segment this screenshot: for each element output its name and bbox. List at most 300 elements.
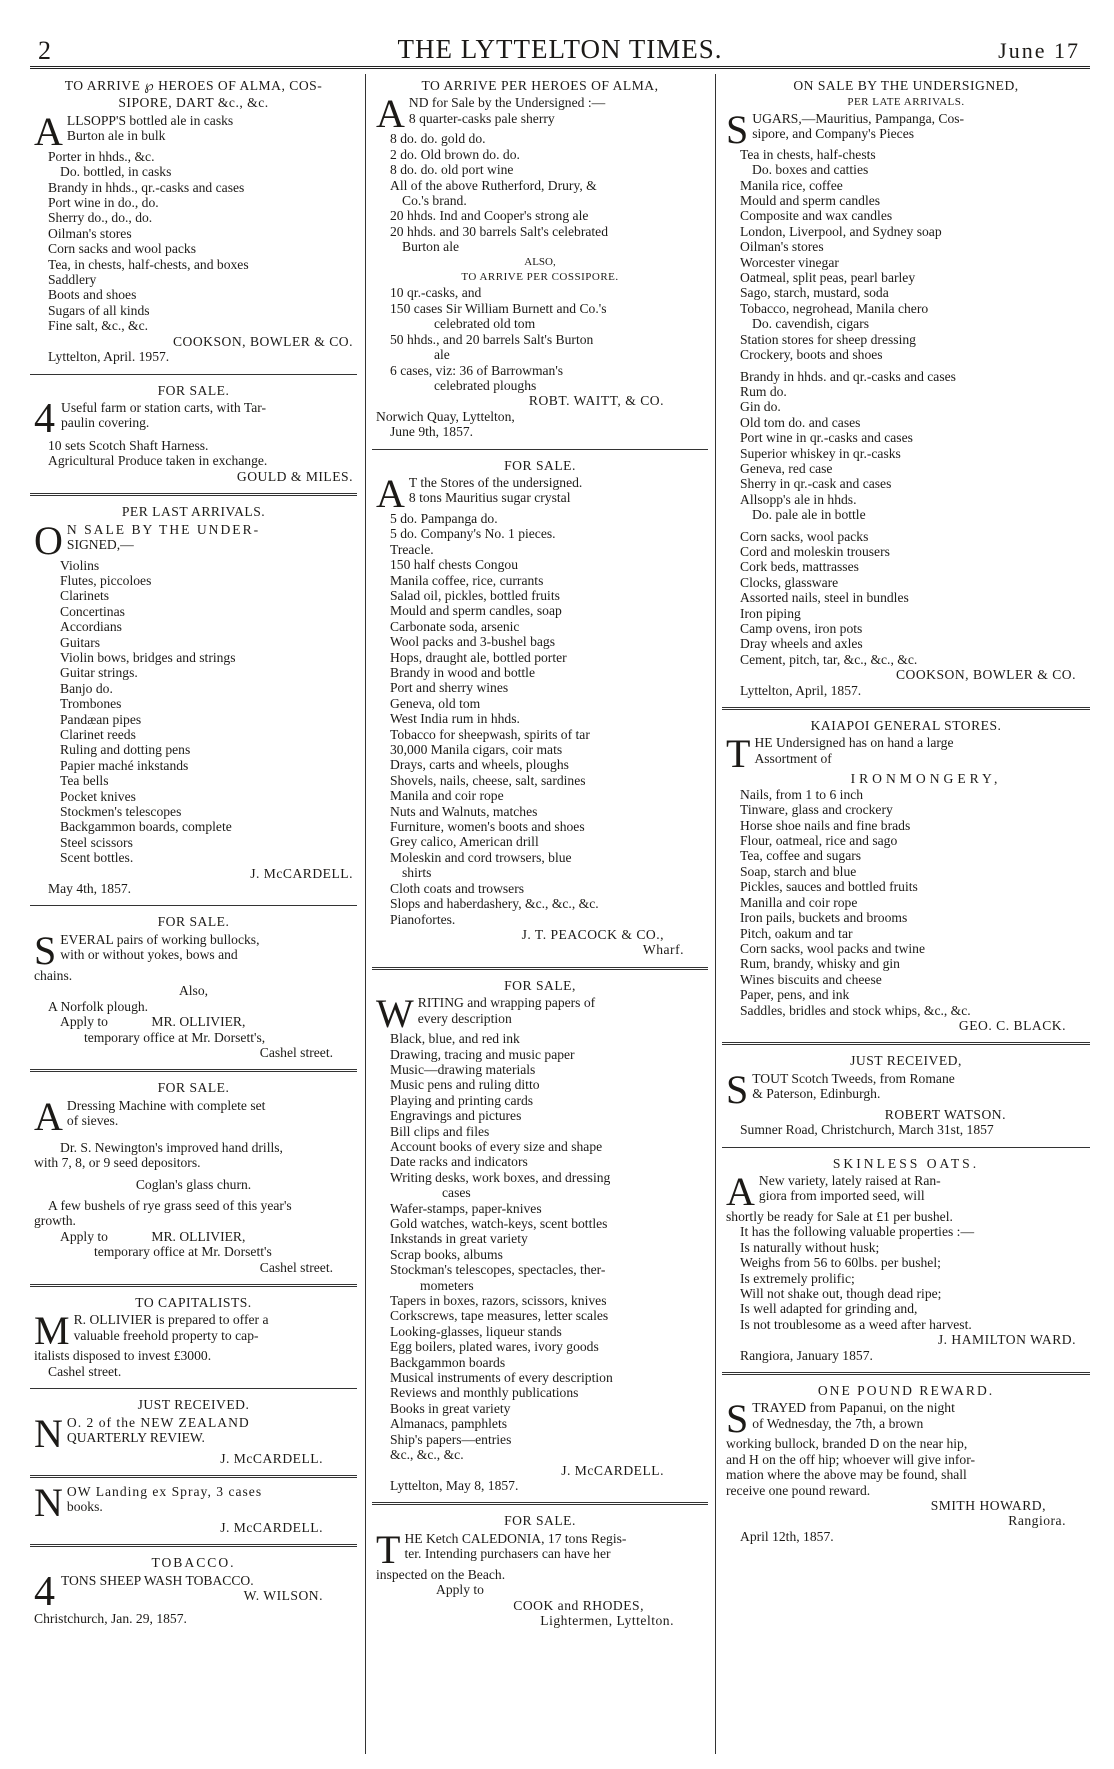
list-item: Looking-glasses, liqueur stands bbox=[390, 1323, 562, 1339]
ad-line: HE Ketch CALEDONIA, 17 tons Regis- bbox=[404, 1530, 627, 1546]
ad-apply bbox=[34, 1014, 353, 1029]
ad-line: Brandy in hhds., qr.-casks and cases bbox=[48, 179, 245, 195]
list-item: Scent bottles. bbox=[60, 850, 134, 866]
ad-line: HE Undersigned has on hand a large bbox=[754, 735, 954, 751]
ad-line: Burton ale in bulk bbox=[66, 128, 166, 144]
drop-cap: S bbox=[726, 106, 749, 152]
list-item: Geneva, old tom bbox=[390, 695, 481, 711]
ad-separator bbox=[722, 707, 1090, 710]
list-item: Carbonate soda, arsenic bbox=[390, 618, 520, 634]
list-item: Gin do. bbox=[740, 399, 781, 415]
ad-line: with or without yokes, bows and bbox=[60, 947, 238, 963]
ad-line: Coglan's glass churn. bbox=[135, 1176, 252, 1192]
drop-cap: O bbox=[34, 517, 63, 563]
list-item: Cloth coats and trowsers bbox=[390, 880, 525, 896]
column-1 bbox=[30, 74, 357, 1754]
ad-ketch-caledonia bbox=[372, 1509, 708, 1632]
ad-heroes-of-alma-cookson bbox=[30, 74, 357, 369]
ad-line: TOUT Scotch Tweeds, from Romane bbox=[752, 1070, 955, 1086]
ad-separator bbox=[30, 1284, 357, 1287]
ad-signature: GEO. C. BLACK. bbox=[958, 1017, 1066, 1033]
ad-farm-carts bbox=[30, 379, 357, 489]
ad-signature: ROBERT WATSON. bbox=[884, 1106, 1006, 1122]
ad-separator bbox=[722, 1147, 1090, 1148]
ad-signature: ROBT. WAITT, & CO. bbox=[528, 393, 664, 409]
list-item: Backgammon boards bbox=[390, 1354, 506, 1370]
ad-line: UGARS,—Mauritius, Pampanga, Cos- bbox=[752, 110, 965, 126]
ad-line: Cashel street. bbox=[259, 1044, 333, 1060]
ad-line: shortly be ready for Sale at £1 per bushel. bbox=[726, 1208, 953, 1224]
ad-line: chains. bbox=[34, 967, 73, 983]
list-item: Ruling and dotting pens bbox=[60, 742, 191, 758]
ad-dateline: Norwich Quay, Lyttelton, bbox=[376, 408, 515, 424]
list-item: West India rum in hhds. bbox=[390, 711, 520, 727]
ad-separator bbox=[722, 1042, 1090, 1045]
list-item: shirts bbox=[402, 865, 432, 881]
columns bbox=[30, 74, 1090, 1754]
ad-line: & Paterson, Edinburgh. bbox=[752, 1086, 881, 1102]
apply-name: COOK and RHODES, bbox=[513, 1597, 644, 1613]
list-item: Iron pails, buckets and brooms bbox=[740, 910, 908, 926]
list-item: Horse shoe nails and fine brads bbox=[740, 817, 911, 833]
column-3 bbox=[722, 74, 1090, 1754]
ad-line: Boots and shoes bbox=[48, 287, 137, 303]
ad-separator bbox=[722, 1372, 1090, 1375]
list-item: Steel scissors bbox=[60, 834, 133, 850]
list-item: Saddles, bridles and stock whips, &c., &c. bbox=[740, 1002, 971, 1018]
list-item: Nuts and Walnuts, matches bbox=[390, 803, 538, 819]
list-item: Papier maché inkstands bbox=[60, 757, 189, 773]
ad-separator bbox=[372, 967, 708, 970]
newspaper-page bbox=[30, 30, 1090, 1760]
drop-cap: A bbox=[376, 470, 405, 516]
list-item: Manila coffee, rice, currants bbox=[390, 572, 544, 588]
list-item: Tinware, glass and crockery bbox=[740, 802, 893, 818]
list-item: Violins bbox=[60, 557, 100, 573]
ad-line: TRAYED from Papanui, on the night bbox=[752, 1400, 955, 1416]
ad-line: Co.'s brand. bbox=[402, 193, 467, 209]
ad-line: celebrated ploughs bbox=[434, 377, 537, 393]
list-item: Manilla and coir rope bbox=[740, 894, 858, 910]
list-item: Pitch, oakum and tar bbox=[740, 925, 853, 941]
ad-apply bbox=[34, 1229, 353, 1244]
ad-dateline: Rangiora, January 1857. bbox=[740, 1347, 873, 1363]
ad-line: 5 do. Company's No. 1 pieces. bbox=[390, 526, 556, 542]
ad-line: ter. Intending purchasers can have her bbox=[404, 1546, 611, 1562]
list-item: Brandy in hhds. and qr.-casks and cases bbox=[740, 368, 956, 384]
list-item: Worcester vinegar bbox=[740, 254, 839, 270]
ad-line: inspected on the Beach. bbox=[376, 1566, 506, 1582]
ad-signature: COOKSON, BOWLER & CO. bbox=[895, 667, 1076, 683]
list-item: Crockery, boots and shoes bbox=[740, 347, 883, 363]
ad-signature: J. McCARDELL. bbox=[220, 1520, 323, 1535]
list-item: Drawing, tracing and music paper bbox=[390, 1046, 575, 1062]
list-item: Tobacco for sheepwash, spirits of tar bbox=[390, 726, 590, 742]
list-item: Guitar strings. bbox=[60, 665, 138, 681]
list-item: Wafer-stamps, paper-knives bbox=[390, 1200, 542, 1216]
list-item: Salad oil, pickles, bottled fruits bbox=[390, 587, 560, 603]
list-item: 30,000 Manila cigars, coir mats bbox=[390, 742, 563, 758]
masthead bbox=[30, 30, 1090, 69]
drop-cap: N bbox=[34, 1410, 63, 1456]
ad-also: Also, bbox=[178, 983, 209, 999]
ad-signature: SMITH HOWARD, bbox=[930, 1498, 1046, 1514]
list-item: Furniture, women's boots and shoes bbox=[390, 819, 585, 835]
drop-cap: 4 bbox=[34, 1568, 55, 1615]
ad-line: sipore, and Company's Pieces bbox=[752, 126, 915, 142]
list-item: Geneva, red case bbox=[740, 460, 833, 476]
list-item: Mould and sperm candles, soap bbox=[390, 603, 562, 619]
list-item: Port and sherry wines bbox=[390, 680, 509, 696]
list-item: &c., &c., &c. bbox=[390, 1447, 464, 1463]
ad-to-capitalists bbox=[30, 1291, 357, 1383]
ad-line: Oilman's stores bbox=[48, 225, 132, 241]
ad-line: T the Stores of the undersigned. bbox=[408, 474, 583, 490]
ad-line: Cashel street. bbox=[259, 1259, 333, 1275]
ad-line: TONS SHEEP WASH TOBACCO. bbox=[61, 1572, 254, 1588]
ad-line: N SALE BY THE UNDER- bbox=[66, 521, 261, 537]
list-item: Almanacs, pamphlets bbox=[390, 1416, 508, 1432]
ad-line: Sherry do., do., do. bbox=[48, 210, 153, 226]
ad-signature: J. HAMILTON WARD. bbox=[937, 1332, 1076, 1348]
ad-separator bbox=[30, 1388, 357, 1389]
list-item: Corn sacks, wool packs bbox=[740, 528, 869, 544]
list-item: Sherry in qr.-cask and cases bbox=[740, 476, 892, 492]
list-item: Cord and moleskin trousers bbox=[740, 543, 890, 559]
drop-cap: T bbox=[376, 1526, 401, 1572]
ad-line: QUARTERLY REVIEW. bbox=[66, 1430, 205, 1445]
ad-separator bbox=[30, 1544, 357, 1547]
item-list bbox=[726, 1224, 1086, 1332]
list-item: Composite and wax candles bbox=[740, 208, 893, 224]
ad-line: Porter in hhds., &c. bbox=[48, 148, 155, 164]
ad-heading: KAIAPOI GENERAL STORES. bbox=[810, 718, 1002, 734]
list-item: Bill clips and files bbox=[390, 1123, 490, 1139]
ad-separator bbox=[30, 1069, 357, 1072]
ad-line: temporary office at Mr. Dorsett's bbox=[94, 1244, 272, 1260]
list-item: Cork beds, mattrasses bbox=[740, 559, 859, 575]
ad-line: IRONMONGERY, bbox=[850, 771, 1002, 787]
ad-line: SIGNED,— bbox=[66, 536, 134, 552]
ad-kaiapoi-general-stores bbox=[722, 714, 1090, 1037]
list-item: Treacle. bbox=[390, 541, 434, 557]
ad-line: giora from imported seed, will bbox=[758, 1188, 925, 1204]
list-item: Manila and coir rope bbox=[390, 788, 504, 804]
ad-heading: ON SALE BY THE UNDERSIGNED, bbox=[793, 78, 1019, 93]
ad-line: of Wednesday, the 7th, a brown bbox=[752, 1415, 924, 1431]
ad-line: growth. bbox=[34, 1213, 76, 1229]
drop-cap: A bbox=[34, 108, 63, 154]
list-item: Musical instruments of every description bbox=[390, 1370, 613, 1386]
list-item: Inkstands in great variety bbox=[390, 1231, 528, 1247]
list-item: Engravings and pictures bbox=[390, 1108, 522, 1124]
ad-line: Agricultural Produce taken in exchange. bbox=[48, 453, 268, 469]
ad-also: ALSO, bbox=[524, 255, 556, 268]
ad-heading: FOR SALE, bbox=[504, 977, 576, 993]
ad-signature: Wharf. bbox=[642, 942, 684, 958]
ad-line: All of the above Rutherford, Drury, & bbox=[390, 177, 597, 193]
ad-dateline: Lyttelton, April, 1857. bbox=[740, 682, 862, 698]
ad-body bbox=[34, 108, 353, 334]
list-item: Clocks, glassware bbox=[740, 574, 839, 590]
drop-cap: T bbox=[726, 731, 751, 777]
ad-line: Dr. S. Newington's improved hand drills, bbox=[60, 1139, 283, 1155]
list-item: Stockman's telescopes, spectacles, ther- bbox=[390, 1262, 606, 1278]
ad-peacock-stores bbox=[372, 454, 708, 962]
list-item: Dray wheels and axles bbox=[740, 636, 863, 652]
ad-heading: FOR SALE. bbox=[157, 382, 230, 398]
ad-line: books. bbox=[66, 1499, 103, 1515]
ad-line: RITING and wrapping papers of bbox=[417, 995, 596, 1011]
column-rule bbox=[365, 74, 366, 1754]
list-item: Reviews and monthly publications bbox=[390, 1385, 579, 1401]
ad-line: mation where the above may be found, shall bbox=[726, 1467, 967, 1483]
ad-line: Fine salt, &c., &c. bbox=[48, 318, 149, 334]
ad-line: of sieves. bbox=[66, 1113, 119, 1129]
ad-line: New variety, lately raised at Ran- bbox=[758, 1172, 941, 1188]
ad-line: R. OLLIVIER is prepared to offer a bbox=[73, 1312, 269, 1328]
list-item: Wool packs and 3-bushel bags bbox=[390, 634, 556, 650]
list-item: Tea bells bbox=[60, 773, 109, 789]
ad-heading: FOR SALE. bbox=[504, 457, 576, 473]
ad-line: Tea, in chests, half-chests, and boxes bbox=[48, 256, 249, 272]
list-item: Wines biscuits and cheese bbox=[740, 971, 882, 987]
ad-heroes-of-alma-waitt bbox=[372, 74, 708, 444]
ad-dateline: Lyttelton, April. 1957. bbox=[48, 349, 170, 365]
drop-cap: N bbox=[34, 1480, 63, 1525]
ad-line: 8 do. do. old port wine bbox=[390, 162, 514, 178]
ad-separator bbox=[30, 1475, 357, 1478]
item-list bbox=[376, 1031, 704, 1462]
drop-cap: W bbox=[376, 991, 414, 1037]
ad-line: 8 do. do. gold do. bbox=[390, 131, 486, 147]
ad-line: 8 quarter-casks pale sherry bbox=[408, 110, 555, 126]
list-item: Is not troublesome as a weed after harvest. bbox=[740, 1316, 972, 1332]
ad-heading: SIPORE, DART &c., &c. bbox=[118, 95, 269, 111]
ad-dateline: Lyttelton, May 8, 1857. bbox=[390, 1477, 519, 1493]
list-item: Do. boxes and catties bbox=[752, 162, 869, 178]
newspaper-title: THE LYTTELTON TIMES. bbox=[397, 34, 723, 64]
list-item: Sago, starch, mustard, soda bbox=[740, 285, 889, 301]
list-item: Do. cavendish, cigars bbox=[752, 316, 870, 332]
list-item: Soap, starch and blue bbox=[740, 863, 857, 879]
ad-skinless-oats bbox=[722, 1152, 1090, 1367]
list-item: Is extremely prolific; bbox=[740, 1270, 855, 1286]
list-item: Old tom do. and cases bbox=[740, 414, 861, 430]
list-item: Clarinets bbox=[60, 588, 110, 604]
list-item: 150 half chests Congou bbox=[390, 557, 518, 573]
list-item: Pandæan pipes bbox=[60, 711, 142, 727]
ad-line: 6 cases, viz: 36 of Barrowman's bbox=[390, 362, 564, 378]
ad-line: Cashel street. bbox=[48, 1363, 122, 1379]
ad-signature: COOKSON, BOWLER & CO. bbox=[172, 333, 353, 349]
ad-dateline: May 4th, 1857. bbox=[48, 881, 132, 897]
column-2 bbox=[372, 74, 708, 1754]
drop-cap: S bbox=[34, 927, 57, 973]
ad-writing-papers bbox=[372, 974, 708, 1498]
ad-line: Assortment of bbox=[754, 750, 832, 766]
ad-heading: TO CAPITALISTS. bbox=[135, 1294, 252, 1310]
list-item: Camp ovens, iron pots bbox=[740, 621, 863, 636]
ad-line: ND for Sale by the Undersigned :— bbox=[408, 95, 606, 111]
item-list bbox=[34, 558, 353, 866]
ad-line: temporary office at Mr. Dorsett's, bbox=[84, 1029, 266, 1045]
ad-line: LLSOPP'S bottled ale in casks bbox=[66, 112, 234, 128]
list-item: Oilman's stores bbox=[740, 239, 824, 255]
issue-date: June 17 bbox=[998, 38, 1080, 63]
ad-line: receive one pound reward. bbox=[726, 1482, 871, 1498]
ad-heading: TO ARRIVE PER HEROES OF ALMA, bbox=[421, 78, 659, 93]
ad-line: italists disposed to invest £3000. bbox=[34, 1348, 212, 1364]
list-item: Superior whiskey in qr.-casks bbox=[740, 445, 901, 461]
page-number: 2 bbox=[38, 36, 51, 65]
ad-per-last-arrivals bbox=[30, 500, 357, 900]
list-item: Grey calico, American drill bbox=[390, 834, 539, 850]
list-item: Will not shake out, though dead ripe; bbox=[740, 1286, 942, 1301]
ad-line: 10 sets Scotch Shaft Harness. bbox=[48, 437, 209, 453]
ad-line: Corn sacks and wool packs bbox=[48, 241, 196, 257]
list-item: Music pens and ruling ditto bbox=[390, 1077, 540, 1093]
list-item: Playing and printing cards bbox=[390, 1092, 534, 1108]
ad-heading: FOR SALE. bbox=[504, 1513, 576, 1529]
list-item: Flutes, piccoloes bbox=[60, 572, 152, 588]
ad-tobacco bbox=[30, 1551, 357, 1630]
list-item: Flour, oatmeal, rice and sago bbox=[740, 833, 898, 849]
ad-line: celebrated old tom bbox=[434, 316, 536, 332]
ad-subheading: TO ARRIVE PER COSSIPORE. bbox=[461, 271, 619, 284]
ad-heading: TO ARRIVE ℘ HEROES OF ALMA, COS- bbox=[64, 78, 323, 93]
list-item: Oatmeal, split peas, pearl barley bbox=[740, 270, 916, 286]
ad-signature: Rangiora. bbox=[1008, 1513, 1066, 1529]
ad-line: O. 2 of the NEW ZEALAND bbox=[66, 1414, 250, 1430]
drop-cap: 4 bbox=[34, 395, 55, 442]
ad-heading: PER LAST ARRIVALS. bbox=[121, 504, 266, 520]
list-item: Manila rice, coffee bbox=[740, 177, 843, 193]
apply-label: Apply to bbox=[436, 1582, 484, 1598]
list-item: Stockmen's telescopes bbox=[60, 804, 182, 820]
ad-line: 8 tons Mauritius sugar crystal bbox=[408, 490, 571, 506]
list-item: Cement, pitch, tar, &c., &c., &c. bbox=[740, 651, 918, 667]
list-item: Brandy in wood and bottle bbox=[390, 665, 535, 680]
drop-cap: S bbox=[726, 1396, 749, 1442]
ad-heading: ONE POUND REWARD. bbox=[817, 1383, 995, 1399]
list-item: Iron piping bbox=[740, 605, 801, 621]
list-item: Tea, coffee and sugars bbox=[740, 848, 862, 864]
ad-line: 2 do. Old brown do. do. bbox=[390, 146, 520, 162]
list-item: Corkscrews, tape measures, letter scales bbox=[390, 1308, 609, 1324]
ad-dateline: Sumner Road, Christchurch, March 31st, 1857 bbox=[740, 1122, 994, 1138]
ad-dressing-machine bbox=[30, 1076, 357, 1279]
ad-heading: JUST RECEIVED. bbox=[137, 1397, 250, 1413]
ad-line: 50 hhds., and 20 barrels Salt's Burton bbox=[390, 331, 594, 347]
list-item: Egg boilers, plated wares, ivory goods bbox=[390, 1339, 599, 1355]
list-item: Black, blue, and red ink bbox=[390, 1031, 520, 1047]
list-item: Tobacco, negrohead, Manila chero bbox=[740, 300, 929, 316]
ad-separator bbox=[372, 1502, 708, 1505]
list-item: Nails, from 1 to 6 inch bbox=[740, 786, 864, 802]
apply-label: Apply to bbox=[60, 1228, 108, 1244]
ad-now-landing bbox=[30, 1482, 357, 1539]
drop-cap: A bbox=[726, 1168, 755, 1214]
list-item: Clarinet reeds bbox=[60, 727, 136, 742]
list-item: Paper, pens, and ink bbox=[740, 987, 850, 1003]
list-item: Writing desks, work boxes, and dressing bbox=[390, 1169, 611, 1185]
ad-on-sale-cookson bbox=[722, 74, 1090, 702]
ad-line: A Norfolk plough. bbox=[48, 998, 149, 1014]
ad-signature: J. McCARDELL. bbox=[561, 1462, 664, 1478]
ad-heading: FOR SALE. bbox=[157, 914, 230, 930]
list-item: Rum, brandy, whisky and gin bbox=[740, 956, 900, 972]
drop-cap: S bbox=[726, 1066, 749, 1112]
list-item: Is well adapted for grinding and, bbox=[740, 1301, 918, 1317]
list-item: Is naturally without husk; bbox=[740, 1239, 880, 1255]
ad-bullocks bbox=[30, 910, 357, 1064]
drop-cap: M bbox=[34, 1308, 70, 1354]
list-item: Assorted nails, steel in bundles bbox=[740, 590, 909, 606]
item-list bbox=[376, 542, 704, 927]
drop-cap: A bbox=[376, 91, 405, 137]
list-item: Banjo do. bbox=[60, 680, 113, 696]
drop-cap: A bbox=[34, 1093, 63, 1139]
list-item: mometers bbox=[420, 1277, 474, 1293]
ad-line: OW Landing ex Spray, 3 cases bbox=[66, 1484, 263, 1499]
column-rule bbox=[715, 74, 716, 1754]
ad-line: Sugars of all kinds bbox=[48, 302, 150, 318]
ad-subheading: PER LATE ARRIVALS. bbox=[847, 96, 965, 109]
ad-dateline: June 9th, 1857. bbox=[390, 424, 474, 440]
list-item: Allsopp's ale in hhds. bbox=[740, 491, 857, 507]
ad-line: Do. bottled, in casks bbox=[60, 164, 172, 180]
item-list bbox=[726, 529, 1086, 668]
list-item: Slops and haberdashery, &c., &c., &c. bbox=[390, 896, 599, 912]
list-item: Corn sacks, wool packs and twine bbox=[740, 940, 925, 956]
ad-heading: TOBACCO. bbox=[151, 1555, 236, 1571]
list-item: Port wine in qr.-casks and cases bbox=[740, 430, 913, 446]
ad-signature: J. McCARDELL. bbox=[250, 865, 353, 881]
item-list bbox=[726, 369, 1086, 523]
list-item: Do. pale ale in bottle bbox=[752, 507, 866, 523]
ad-line: 20 hhds. and 30 barrels Salt's celebrated bbox=[390, 223, 608, 239]
list-item: Pickles, sauces and bottled fruits bbox=[740, 879, 918, 895]
ad-line: with 7, 8, or 9 seed depositors. bbox=[34, 1155, 201, 1171]
ad-line: EVERAL pairs of working bullocks, bbox=[60, 931, 260, 947]
list-item: Violin bows, bridges and strings bbox=[60, 649, 236, 665]
ad-separator bbox=[372, 449, 708, 450]
ad-line: Burton ale bbox=[402, 239, 460, 255]
list-item: Backgammon boards, complete bbox=[60, 819, 232, 835]
ad-heading: JUST RECEIVED, bbox=[850, 1053, 962, 1069]
ad-separator bbox=[30, 374, 357, 375]
ad-signature: W. WILSON. bbox=[243, 1588, 323, 1604]
ad-quarterly-review bbox=[30, 1393, 357, 1470]
ad-separator bbox=[30, 493, 357, 496]
ad-signature: GOULD & MILES. bbox=[236, 468, 353, 484]
ad-dateline: Christchurch, Jan. 29, 1857. bbox=[34, 1610, 187, 1626]
item-list bbox=[726, 787, 1086, 1018]
ad-heading: FOR SALE. bbox=[157, 1080, 230, 1096]
item-list bbox=[726, 147, 1086, 363]
list-item: Account books of every size and shape bbox=[390, 1138, 603, 1154]
list-item: Scrap books, albums bbox=[390, 1246, 503, 1262]
apply-label: Apply to bbox=[60, 1014, 108, 1030]
list-item: Accordians bbox=[60, 619, 122, 635]
ad-line: 150 cases Sir William Burnett and Co.'s bbox=[390, 300, 607, 316]
apply-name: MR. OLLIVIER, bbox=[151, 1014, 246, 1030]
list-item: Trombones bbox=[60, 696, 122, 712]
ad-line: Useful farm or station carts, with Tar- bbox=[61, 399, 267, 415]
ad-dateline: April 12th, 1857. bbox=[740, 1528, 834, 1544]
list-item: Mould and sperm candles bbox=[740, 193, 881, 209]
